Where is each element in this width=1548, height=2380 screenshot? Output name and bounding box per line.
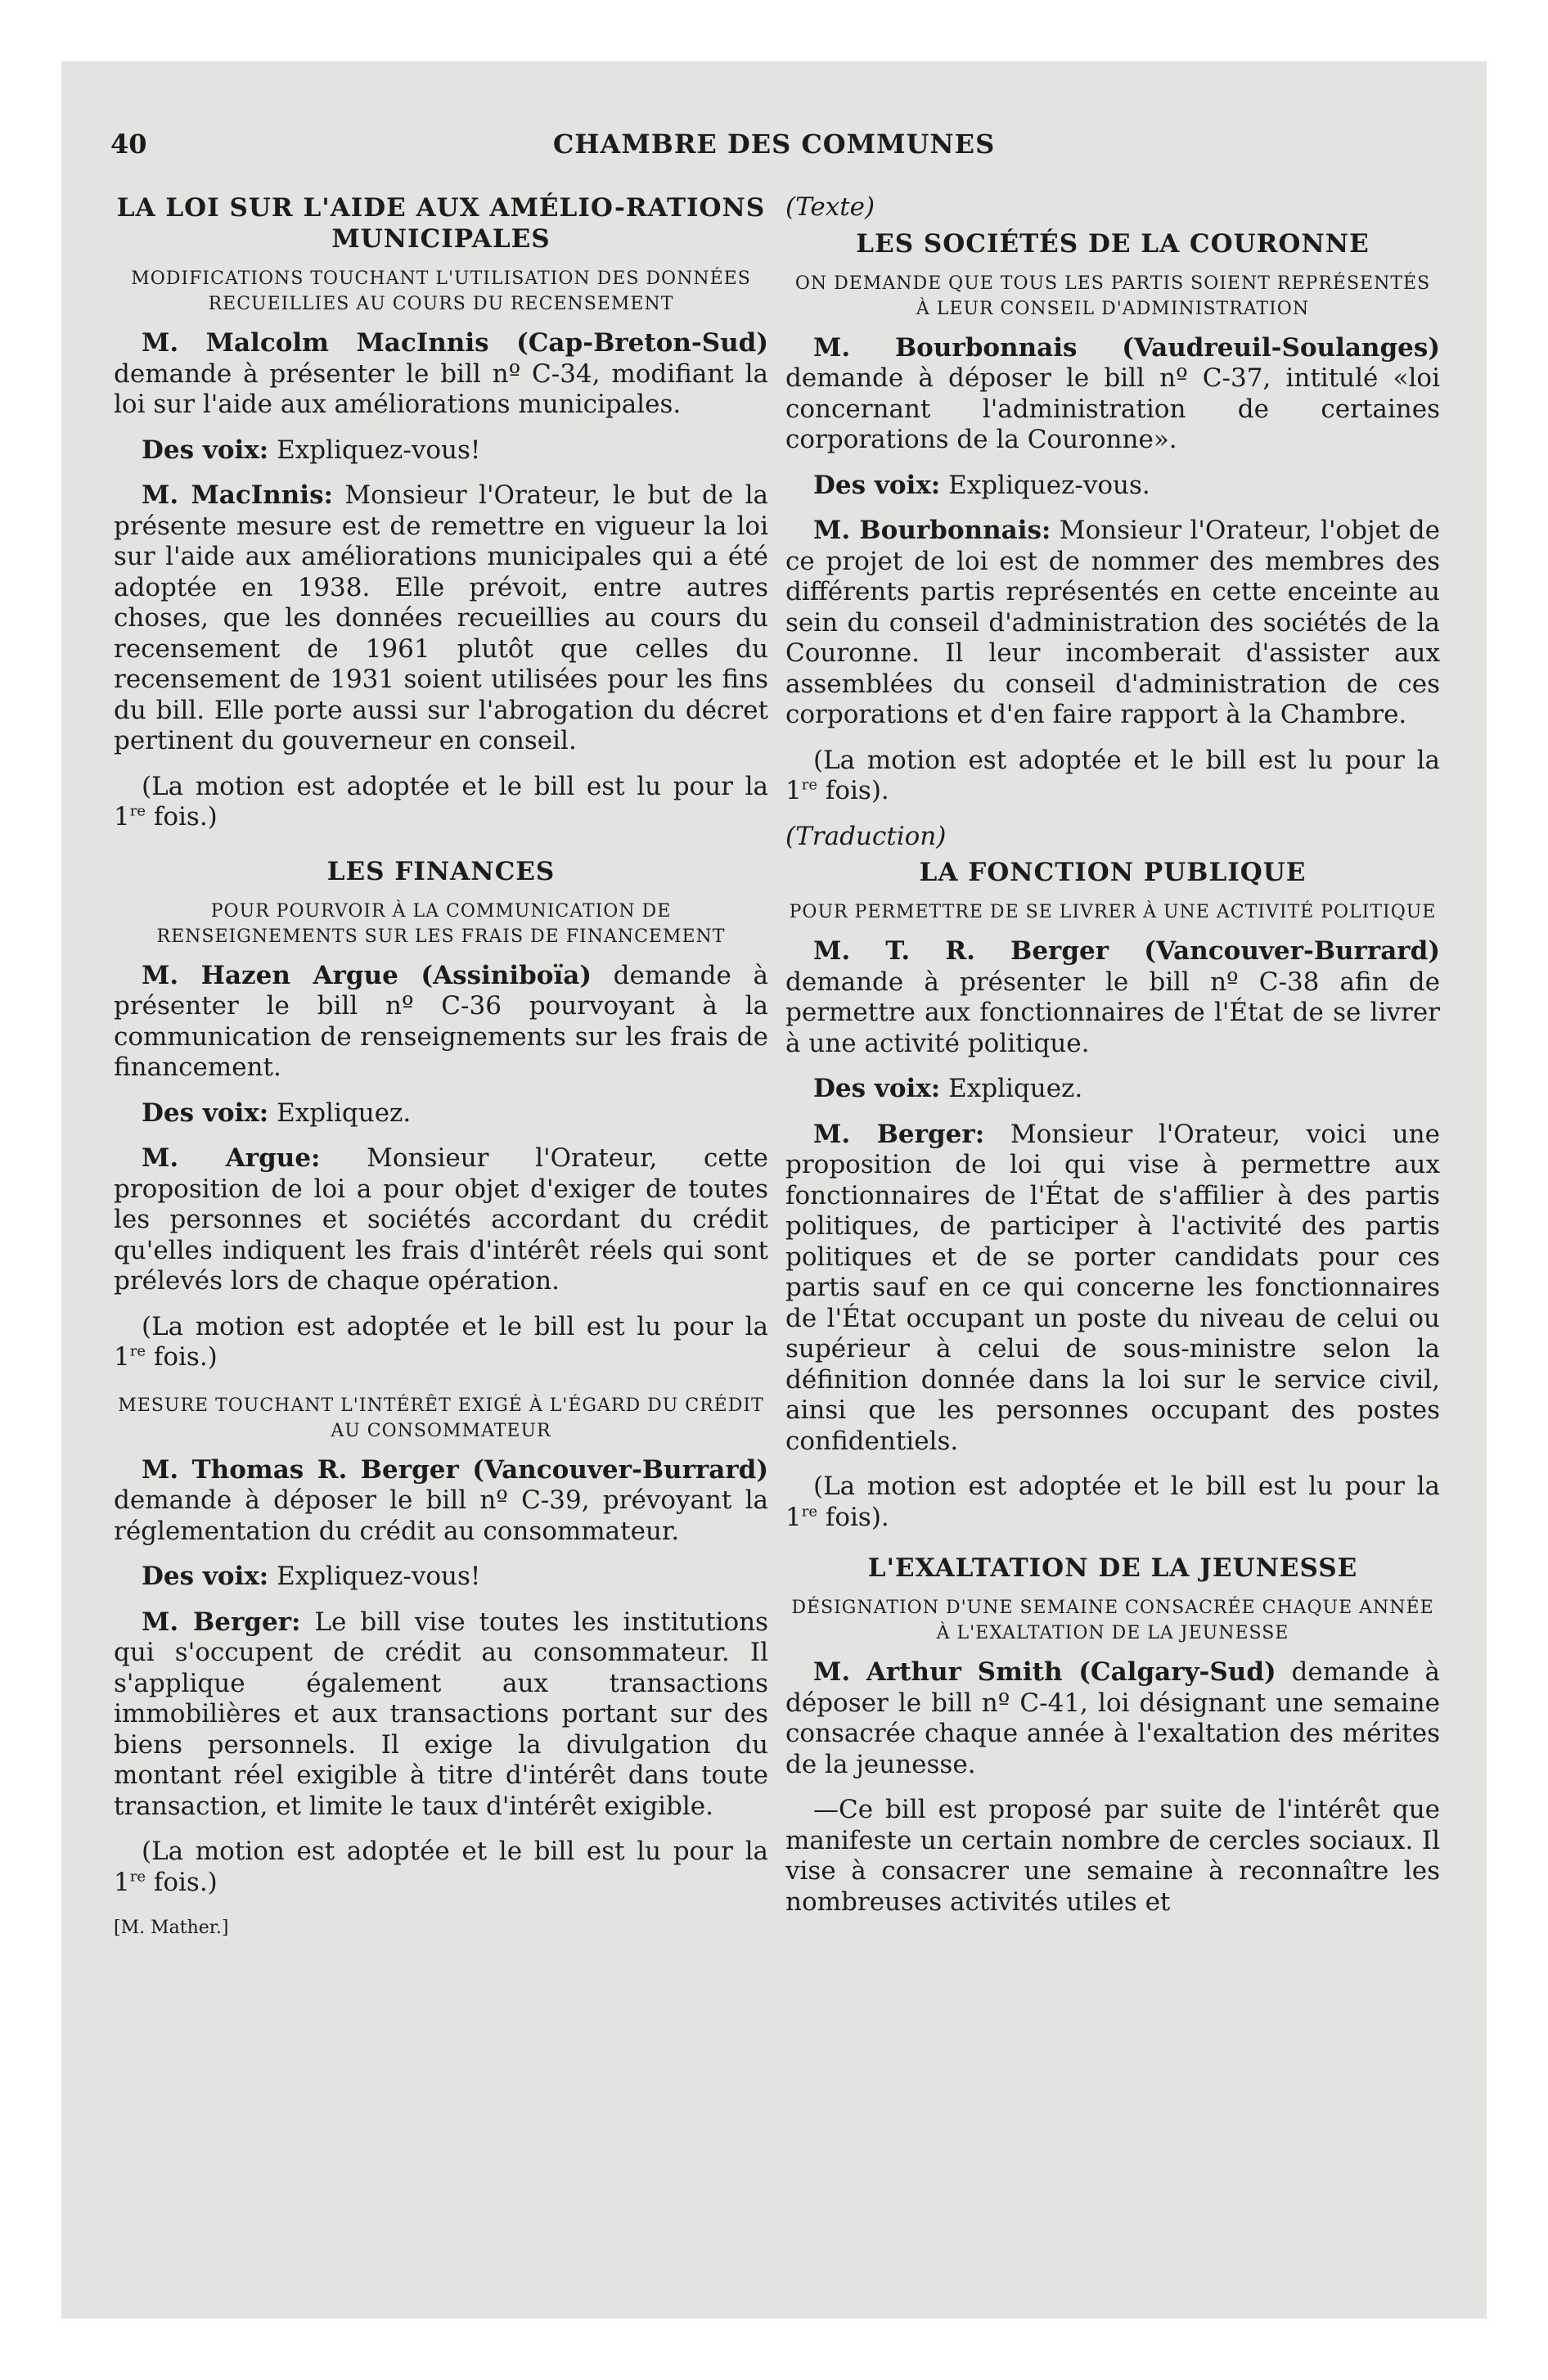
speaker: Des voix: <box>813 470 941 500</box>
paragraph <box>785 516 1440 731</box>
paragraph <box>785 471 1440 502</box>
paragraph-text: demande à déposer le bill nº C-39, prévoyant la réglementation du crédit au consommateur. <box>114 1485 768 1546</box>
language-label: (Texte) <box>785 192 875 222</box>
speaker: M. Berger: <box>142 1607 301 1637</box>
paragraph-text: Le bill vise toutes les institutions qui s'occupent de crédit au consommateur. Il s'applique également aux transactions immobilières et aux transactions portant sur des biens personnels. Il exige la divulgation du montant réel exigible à titre d'intérêt dans toute transaction, et limite le taux d'intérêt exigible. <box>114 1607 768 1821</box>
paragraph-text: demande à présenter le bill nº C-38 afin de permettre aux fonctionnaires de l'État de se livrer à une activité politique. <box>785 967 1440 1058</box>
paragraph <box>114 328 768 421</box>
paragraph <box>785 936 1440 1059</box>
paragraph-text: demande à déposer le bill nº C-37, intitulé «loi concernant l'administration de certaines corporations de la Couronne». <box>785 363 1440 454</box>
paragraph-text: Expliquez-vous! <box>268 435 481 465</box>
paragraph-text: Monsieur l'Orateur, l'objet de ce projet de loi est de nommer des membres des différents partis représentés en cette enceinte au sein du conseil d'administration des sociétés de la Couronne. Il leur incomberait d'assister aux assemblées du conseil d'administration de ces corporations et d'en faire rapport à la Chambre. <box>785 516 1440 729</box>
paragraph <box>785 1120 1440 1458</box>
speaker: M. Thomas R. Berger (Vancouver-Burrard) <box>142 1454 768 1485</box>
speaker: Des voix: <box>142 435 269 465</box>
left-column <box>114 192 768 1944</box>
footnote: [M. Mather.] <box>114 1918 229 1938</box>
page <box>61 61 1487 2319</box>
speaker: M. MacInnis: <box>142 480 333 510</box>
motion-result: (La motion est adoptée et le bill est lu pour la 1re fois.) <box>114 771 768 832</box>
paragraph-text: Expliquez. <box>940 1074 1083 1103</box>
paragraph <box>114 1098 768 1129</box>
paragraph-text: Monsieur l'Orateur, voici une proposition de loi qui vise à permettre aux fonctionnaires de l'État de s'affilier à des partis politiques, de participer à l'activité des partis politiques et de se porter candidats pour ces partis sauf en ce qui concerne les fonctionnaires de l'État occupant un poste du niveau de celui ou supérieur à celui de sous-ministre selon la définition donnée dans la loi sur le service civil, ainsi que les personnes occupant des postes confidentiels. <box>785 1119 1440 1456</box>
paragraph-text: Expliquez-vous. <box>940 470 1150 500</box>
speaker: Des voix: <box>142 1562 269 1591</box>
speaker: M. Malcolm MacInnis (Cap-Breton-Sud) <box>142 328 768 358</box>
paragraph-text: demande à présenter le bill nº C-36 pourvoyant à la communication de renseignements sur les frais de financement. <box>114 960 768 1082</box>
section-title: LA LOI SUR L'AIDE AUX AMÉLIO-RATIONS MUNICIPALES <box>116 193 766 254</box>
speaker: M. T. R. Berger (Vancouver-Burrard) <box>813 936 1440 966</box>
page-number: 40 <box>110 128 147 160</box>
motion-result: (La motion est adoptée et le bill est lu pour la 1re fois.) <box>114 1837 768 1897</box>
section-title: LES FINANCES <box>326 856 556 886</box>
paragraph-text: demande à présenter le bill nº C-34, modifiant la loi sur l'aide aux améliorations municipales. <box>114 358 768 419</box>
paragraph <box>785 1657 1440 1780</box>
paragraph <box>785 1074 1440 1105</box>
section-subtitle: DÉSIGNATION D'UNE SEMAINE CONSACRÉE CHAQUE ANNÉE À L'EXALTATION DE LA JEUNESSE <box>791 1598 1434 1643</box>
section-title: L'EXALTATION DE LA JEUNESSE <box>867 1553 1358 1583</box>
section-title: LES SOCIÉTÉS DE LA COURONNE <box>856 228 1370 259</box>
speaker: Des voix: <box>142 1098 269 1128</box>
running-title: CHAMBRE DES COMMUNES <box>552 128 996 160</box>
section-subtitle: POUR PERMETTRE DE SE LIVRER À UNE ACTIVITÉ POLITIQUE <box>789 902 1437 922</box>
motion-result: (La motion est adoptée et le bill est lu pour la 1re fois). <box>785 745 1440 805</box>
speaker: Des voix: <box>813 1074 941 1103</box>
section-subtitle: POUR POURVOIR À LA COMMUNICATION DE RENSEIGNEMENTS SUR LES FRAIS DE FINANCEMENT <box>156 900 726 947</box>
paragraph <box>114 435 768 467</box>
speaker: M. Berger: <box>813 1119 985 1149</box>
speaker: M. Hazen Argue (Assiniboïa) <box>142 960 592 990</box>
paragraph <box>785 333 1440 456</box>
speaker: M. Argue: <box>142 1143 321 1173</box>
section-subtitle: MESURE TOUCHANT L'INTÉRÊT EXIGÉ À L'ÉGARD DU CRÉDIT AU CONSOMMATEUR <box>118 1395 764 1441</box>
paragraph-text: Expliquez. <box>268 1098 412 1128</box>
section-subtitle: ON DEMANDE QUE TOUS LES PARTIS SOIENT REPRÉSENTÉS À LEUR CONSEIL D'ADMINISTRATION <box>794 273 1431 319</box>
speaker: M. Bourbonnais (Vaudreuil-Soulanges) <box>813 332 1440 363</box>
speaker: M. Arthur Smith (Calgary-Sud) <box>813 1657 1276 1687</box>
paragraph <box>114 1607 768 1823</box>
paragraph-text: Monsieur l'Orateur, le but de la présente mesure est de remettre en vigueur la loi sur l'aide aux améliorations municipales qui a été adoptée en 1938. Elle prévoit, entre autres choses, que les données recueillies au cours du recensement de 1961 plutôt que celles du recensement de 1931 soient utilisées pour les fins du bill. Elle porte aussi sur l'abrogation du décret pertinent du gouverneur en conseil. <box>114 480 769 755</box>
section-title: LA FONCTION PUBLIQUE <box>919 858 1307 887</box>
paragraph-text: Monsieur l'Orateur, cette proposition de loi a pour objet d'exiger de toutes les personnes et sociétés accordant du crédit qu'elles indiquent les frais d'intérêt réels qui sont prélevés lors de chaque opération. <box>114 1143 769 1296</box>
paragraph-text: demande à déposer le bill nº C-41, loi désignant une semaine consacrée chaque année à l'exaltation des mérites de la jeunesse. <box>785 1657 1440 1779</box>
speaker: M. Bourbonnais: <box>813 516 1051 545</box>
right-column <box>785 192 1440 1932</box>
page-header <box>61 128 1487 169</box>
paragraph <box>114 1143 768 1297</box>
motion-result: (La motion est adoptée et le bill est lu pour la 1re fois). <box>785 1472 1440 1532</box>
motion-result: (La motion est adoptée et le bill est lu pour la 1re fois.) <box>114 1311 768 1372</box>
language-label: (Traduction) <box>785 821 947 851</box>
paragraph <box>114 1562 768 1593</box>
paragraph-text: Expliquez-vous! <box>268 1562 481 1591</box>
paragraph <box>114 1455 768 1548</box>
paragraph <box>114 480 768 757</box>
paragraph: —Ce bill est proposé par suite de l'intérêt que manifeste un certain nombre de cercles sociaux. Il vise à consacrer une semaine à reconnaître les nombreuses activités utiles et <box>785 1795 1440 1917</box>
paragraph <box>114 961 768 1084</box>
section-subtitle: MODIFICATIONS TOUCHANT L'UTILISATION DES DONNÉES RECUEILLIES AU COURS DU RECENSEMENT <box>131 268 751 314</box>
